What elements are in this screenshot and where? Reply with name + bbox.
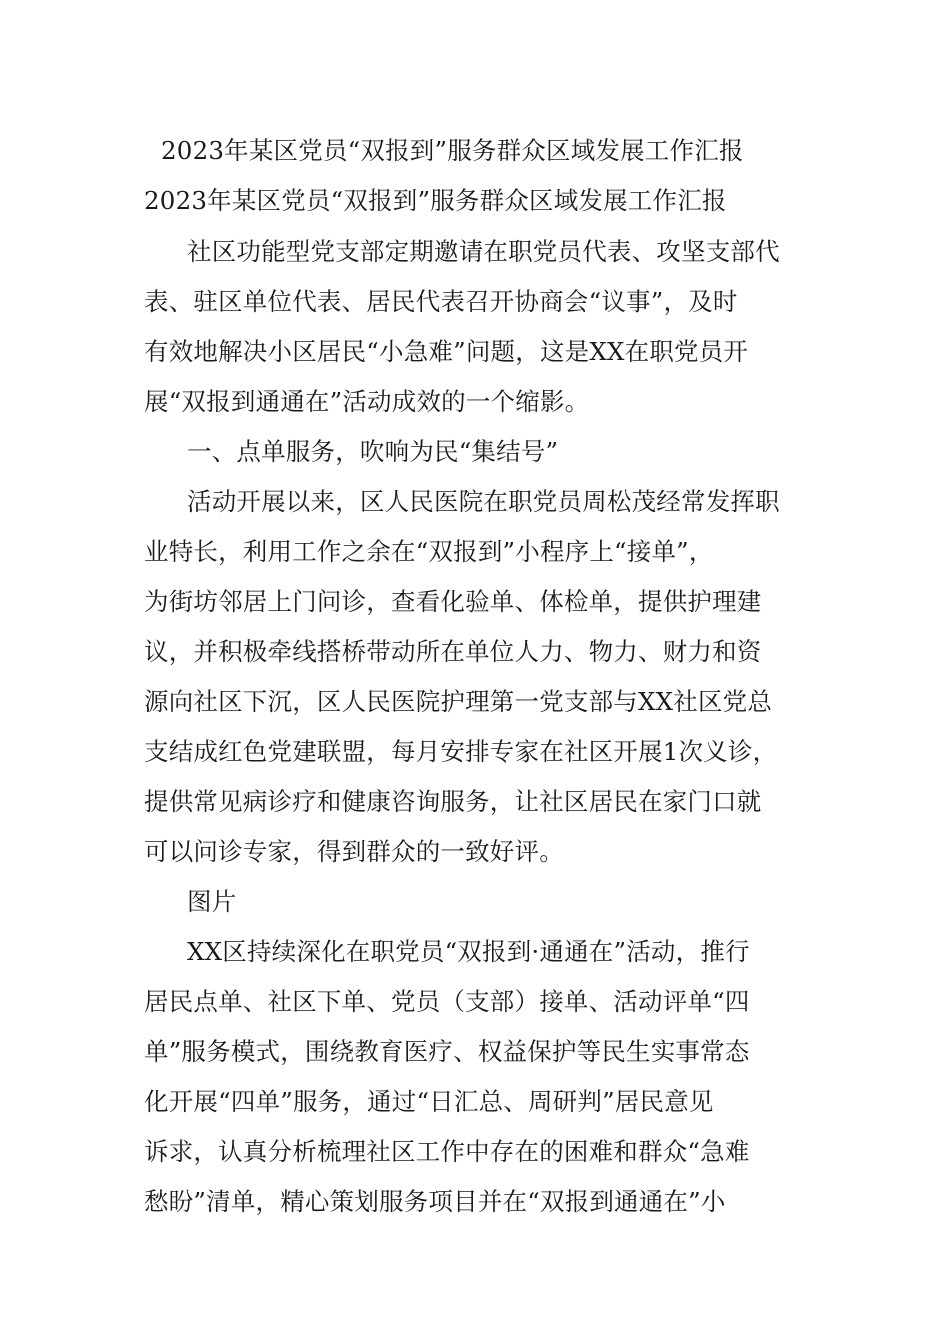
paragraph-line: 活动开展以来，区人民医院在职党员周松茂经常发挥职 [187,487,780,516]
paragraph-line: 诉求，认真分析梳理社区工作中存在的困难和群众“急难 [144,1137,750,1166]
image-placeholder-label: 图片 [187,887,237,916]
section-heading: 一、点单服务，吹响为民“集结号” [187,437,559,466]
paragraph-line: 提供常见病诊疗和健康咨询服务，让社区居民在家门口就 [144,787,762,816]
paragraph-line: 议，并积极牵线搭桥带动所在单位人力、物力、财力和资 [144,637,762,666]
paragraph-line: 居民点单、社区下单、党员（支部）接单、活动评单“四 [144,987,750,1016]
paragraph-line: 化开展“四单”服务，通过“日汇总、周研判”居民意见 [144,1087,714,1116]
paragraph-line: 单”服务模式，围绕教育医疗、权益保护等民生实事常态 [144,1037,750,1066]
document-title: 2023年某区党员“双报到”服务群众区域发展工作汇报 [161,136,744,165]
paragraph-line: 源向社区下沉，区人民医院护理第一党支部与XX社区党总 [144,687,773,716]
document-title-repeat: 2023年某区党员“双报到”服务群众区域发展工作汇报 [144,186,727,215]
paragraph-line: XX区持续深化在职党员“双报到·通通在”活动，推行 [187,937,750,966]
paragraph-line: 为街坊邻居上门问诊，查看化验单、体检单，提供护理建 [144,587,762,616]
paragraph-line: 展“双报到通通在”活动成效的一个缩影。 [144,387,590,416]
paragraph-line: 可以问诊专家，得到群众的一致好评。 [144,837,564,866]
paragraph-line: 业特长，利用工作之余在“双报到”小程序上“接单”， [144,537,714,566]
paragraph-line: 愁盼”清单，精心策划服务项目并在“双报到通通在”小 [144,1187,726,1216]
paragraph-line: 表、驻区单位代表、居民代表召开协商会“议事”，及时 [144,287,738,316]
paragraph-line: 有效地解决小区居民“小急难”问题，这是XX在职党员开 [144,337,749,366]
paragraph-line: 社区功能型党支部定期邀请在职党员代表、攻坚支部代 [187,237,780,266]
paragraph-line: 支结成红色党建联盟，每月安排专家在社区开展1次义诊， [144,737,778,766]
